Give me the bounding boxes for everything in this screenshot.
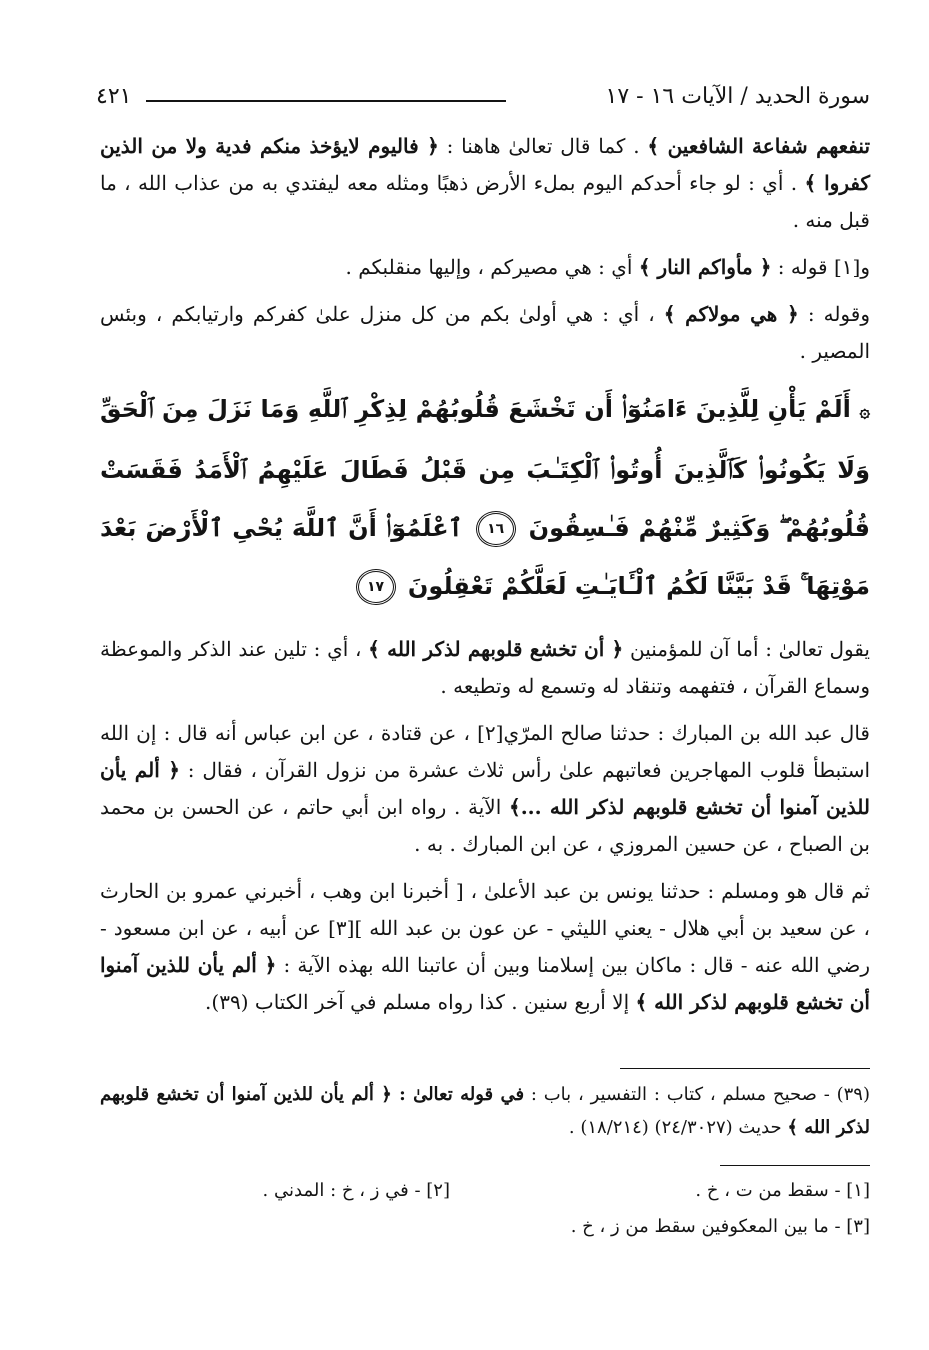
quran-quote: ﴿ فاليوم لايؤخذ منكم فدية ولا من الذين كفروا ﴾ (100, 134, 870, 195)
paragraph-text: الآية . رواه ابن أبي حاتم ، عن الحسن بن محمد بن الصباح ، عن حسين المروزي ، عن ابن المبارك . به . (100, 795, 870, 856)
running-title: سورة الحديد / الآيات ١٦ - ١٧ (605, 84, 870, 109)
verse-17-text: ٱعْلَمُوٓا۟ أَنَّ ٱللَّهَ يُحْىِ ٱلْأَرْضَ بَعْدَ مَوْتِهَا ۚ قَدْ بَيَّنَّا لَكُمُ ٱلْـَٔايَـٰتِ لَعَلَّكُمْ تَعْقِلُونَ (100, 514, 870, 600)
paragraph-text: إلا أربع سنين . كذا رواه مسلم في آخر الكتاب (٣٩). (205, 990, 636, 1014)
paragraph-text: . أي : لو جاء أحدكم اليوم بملء الأرض ذهبًا ومثله معه ليفتدي به من عذاب الله ، ما قبل منه . (100, 171, 870, 232)
footnote-rule (620, 1068, 870, 1069)
edition-note-2: [٢] - في ز ، خ : المدني . (262, 1180, 450, 1201)
quran-quote: ﴿ ألم يأن للذين آمنوا أن تخشع قلوبهم لذكر الله ...﴾ (100, 758, 870, 819)
verse-number-16: ١٦ (476, 511, 516, 547)
paragraph-6 (100, 873, 870, 1021)
paragraph-text: و[١] قوله : (771, 255, 870, 279)
paragraph-text: قال عبد الله بن المبارك : حدثنا صالح المرّي[٢] ، عن قتادة ، عن ابن عباس أنه قال : إن الله استبطأ قلوب المهاجرين فعاتبهم علىٰ رأس ثلاث عشرة من نزول القرآن ، فقال : (100, 721, 871, 782)
quran-quote: ﴿ أن تخشع قلوبهم لذكر الله ﴾ (368, 637, 624, 661)
paragraph-text: ، أي : تلين عند الذكر والموعظة وسماع القرآن ، فتفهمه وتنقاد له وتسمع له وتطيعه . (100, 637, 870, 698)
quran-quote: ﴿ مأواكم النار ﴾ (638, 255, 772, 279)
paragraph-5 (100, 715, 870, 863)
paragraph-text: ، أي : هي أولىٰ بكم من كل منزل علىٰ كفركم وارتيابكم ، وبئس المصير . (100, 302, 870, 363)
paragraph-text: ثم قال هو ومسلم : حدثنا يونس بن عبد الأعلىٰ ، [ أخبرنا ابن وهب ، أخبرني عمرو بن الحارث ، عن سعيد بن أبي هلال - يعني الليثي - عن عون بن عبد الله ][٣] عن أبيه ، عن ابن مسعود - رضي الله عنه - قال : ماكان بين إسلامنا وبين أن عاتبنا الله بهذه الآية : (100, 879, 871, 977)
quran-quote: تنفعهم شفاعة الشافعين ﴾ (647, 134, 871, 158)
edition-note-3: [٣] - ما بين المعكوفين سقط من ز ، خ . (570, 1216, 870, 1237)
verse-16-text: أَلَمْ يَأْنِ لِلَّذِينَ ءَامَنُوٓا۟ أَن تَخْشَعَ قُلُوبُهُمْ لِذِكْرِ ٱللَّهِ وَمَا نَزَلَ مِنَ ٱلْحَقِّ وَلَا يَكُونُوا۟ كَٱلَّذِينَ أُوتُوا۟ ٱلْكِتَـٰبَ مِن قَبْلُ فَطَالَ عَلَيْهِمُ ٱلْأَمَدُ فَقَسَتْ قُلُوبُهُمْ ۖ وَكَثِيرٌ مِّنْهُمْ فَـٰسِقُونَ (100, 395, 871, 542)
quran-verses-block (100, 380, 870, 615)
quran-quote: ﴿ ألم يأن للذين آمنوا أن تخشع قلوبهم لذكر الله ﴾ (100, 953, 870, 1014)
paragraph-text: . كما قال تعالىٰ هاهنا : (438, 134, 648, 158)
paragraph-2 (100, 249, 870, 286)
footnote-39 (100, 1078, 870, 1144)
main-text (100, 128, 870, 1031)
footnote-text: حديث (٢٤/٣٠٢٧) (١٨/٢١٤) . (568, 1117, 788, 1138)
paragraph-text: يقول تعالىٰ : أما آن للمؤمنين (623, 637, 870, 661)
paragraph-3 (100, 296, 870, 370)
notes-rule (720, 1165, 870, 1166)
rub-el-hizb-icon: ۞ (859, 401, 871, 422)
verse-number-17: ١٧ (356, 569, 396, 605)
footnote-quote: في قوله تعالىٰ : ﴿ ألم يأن للذين آمنوا أن تخشع قلوبهم لذكر الله ﴾ (100, 1084, 870, 1138)
paragraph-text: أي : هي مصيركم ، وإليها منقلبكم . (345, 255, 639, 279)
page-header (96, 84, 870, 114)
header-rule (146, 100, 506, 102)
paragraph-1 (100, 128, 870, 239)
paragraph-4 (100, 631, 870, 705)
quran-quote: ﴿ هي مولاكم ﴾ (663, 302, 799, 326)
edition-note-1: [١] - سقط من ت ، خ . (695, 1180, 870, 1201)
page-number: ٤٢١ (96, 84, 132, 109)
paragraph-text: وقوله : (798, 302, 870, 326)
footnote-text: (٣٩) - صحيح مسلم ، كتاب : التفسير ، باب : (524, 1084, 870, 1105)
